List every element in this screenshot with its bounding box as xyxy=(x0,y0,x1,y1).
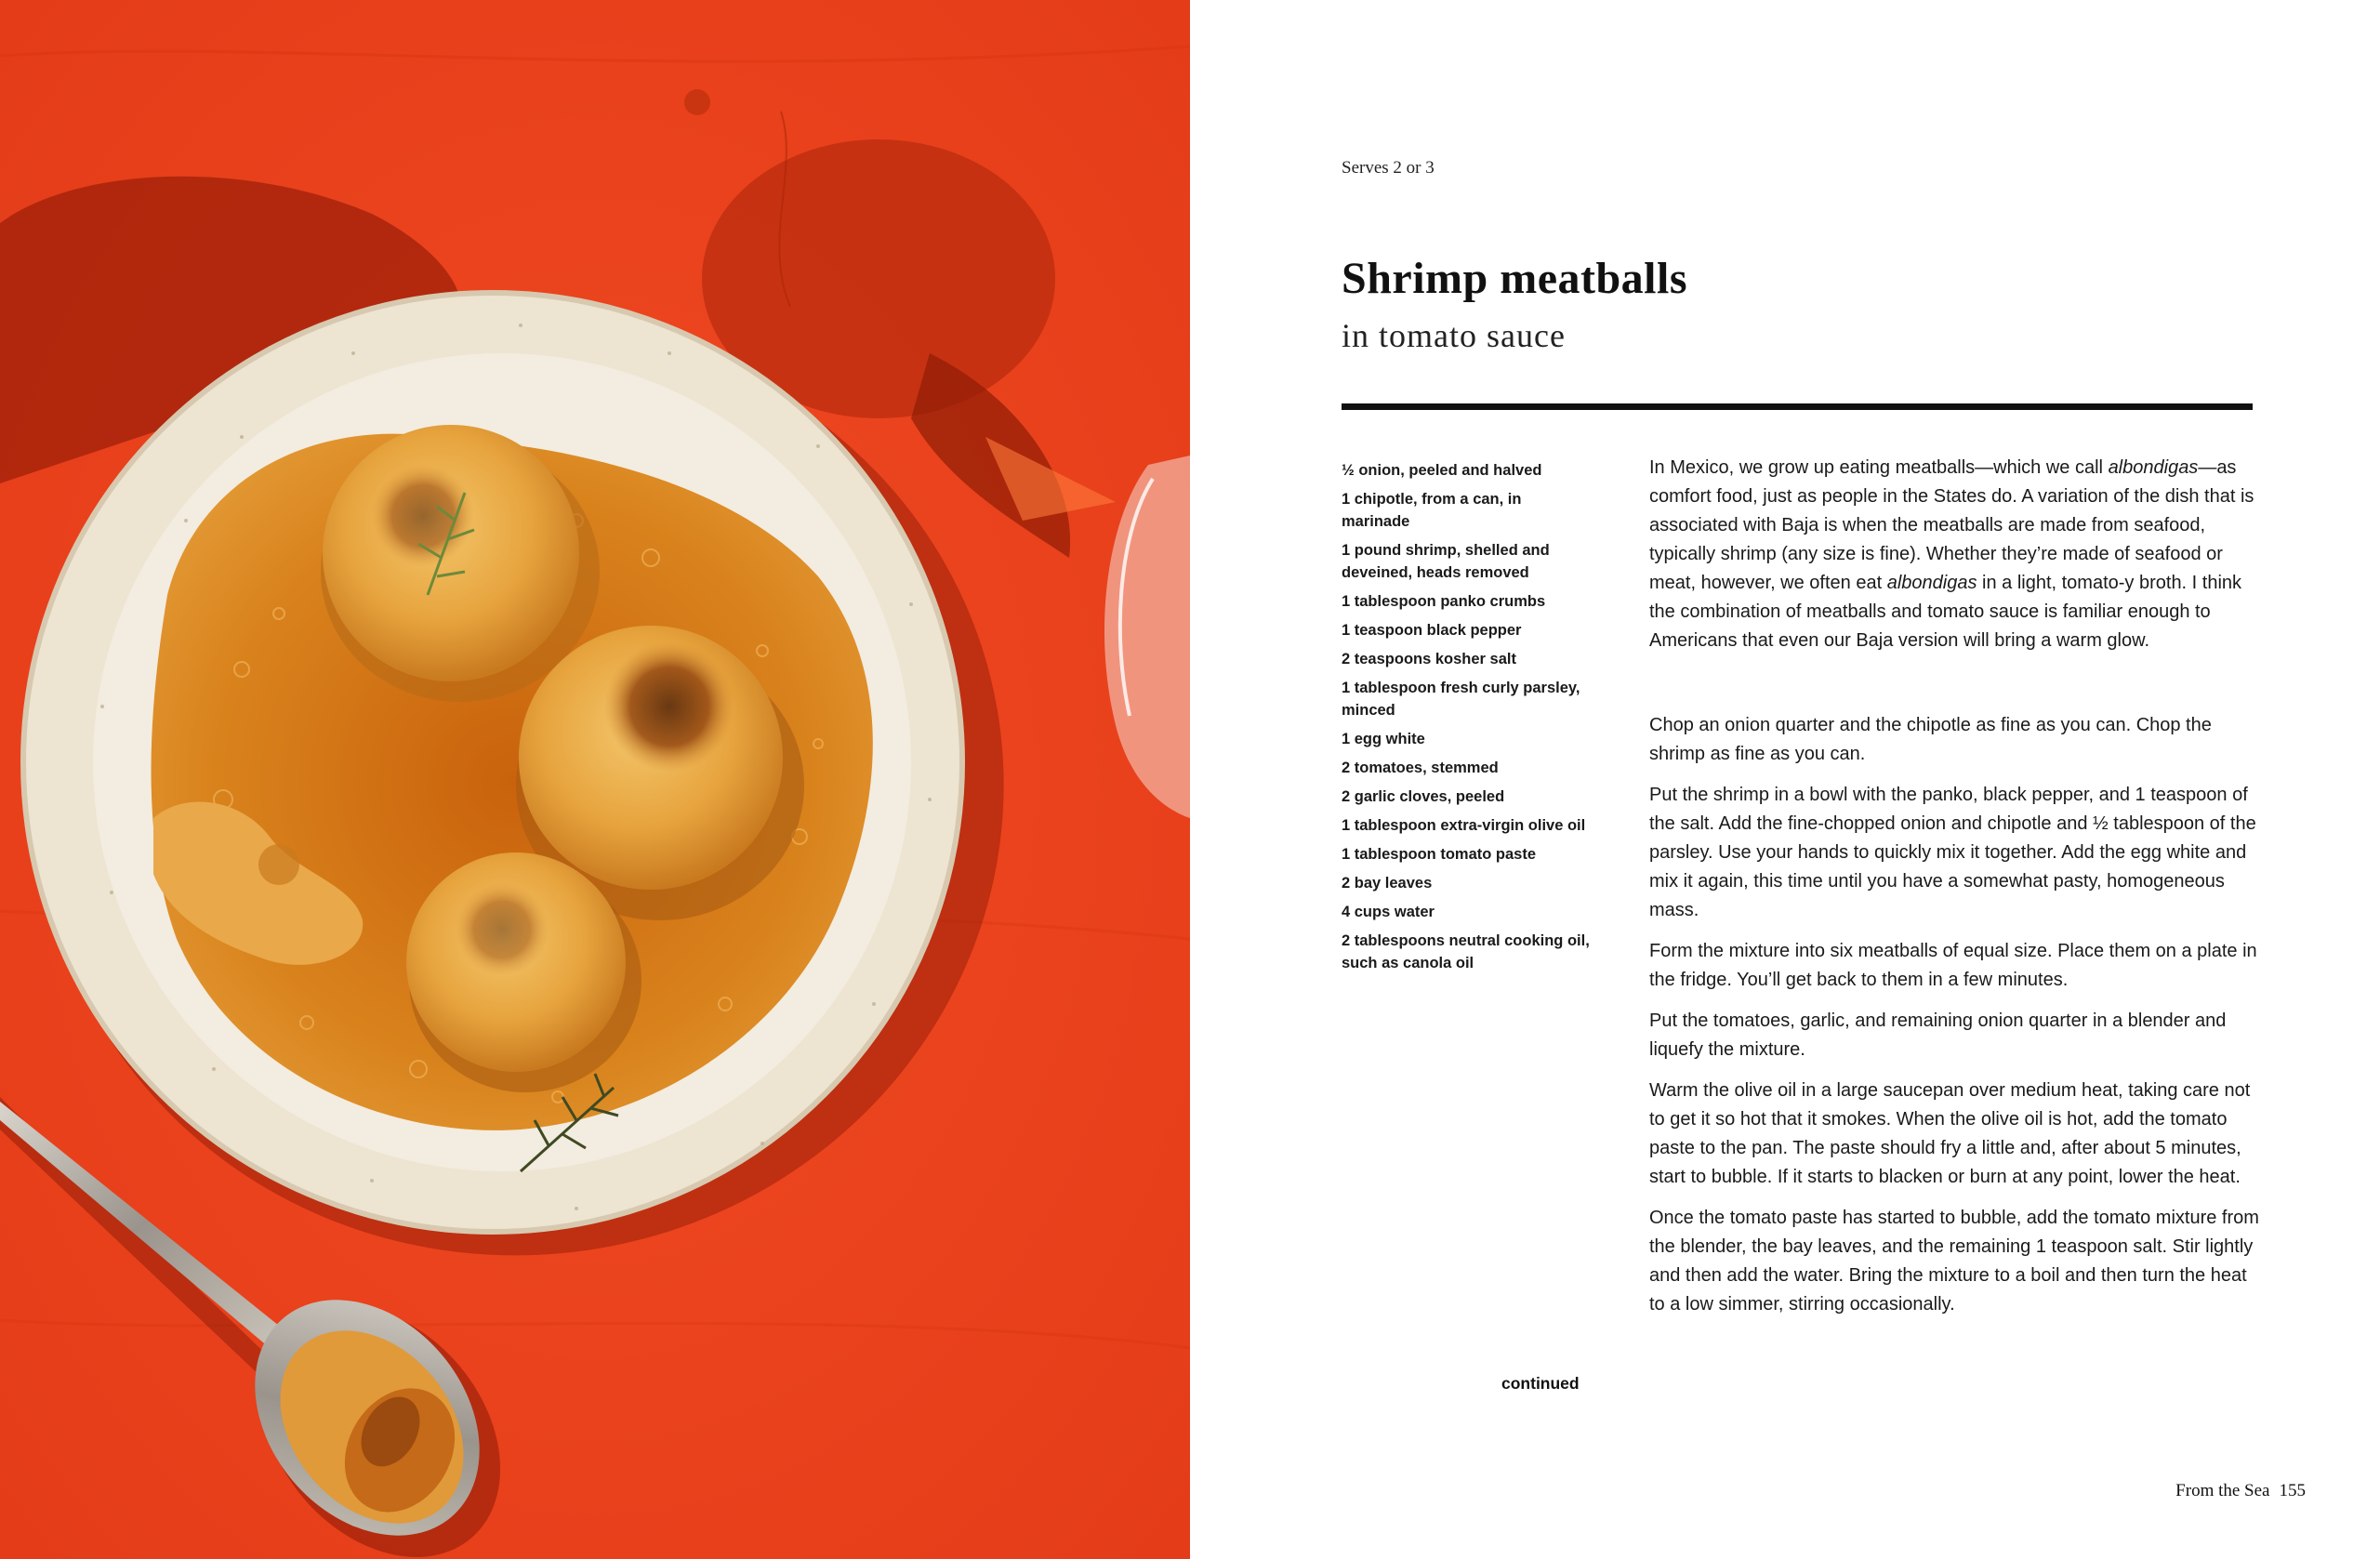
ingredient-item: 1 pound shrimp, shelled and deveined, heads removed xyxy=(1342,542,1550,581)
ingredient-item: 1 tablespoon extra-virgin olive oil xyxy=(1342,817,1586,834)
recipe-title: Shrimp meatballs xyxy=(1342,254,1688,303)
recipe-subtitle: in tomato sauce xyxy=(1342,317,1566,354)
intro-text: in a light, tomato-y broth. I think the combination of meatballs and tomato sauce is familiar enough to Americans that even our Baja version will bring a warm glow. xyxy=(1649,573,2242,651)
recipe-page xyxy=(1190,0,2380,1559)
serves-label: Serves 2 or 3 xyxy=(1342,158,1435,178)
ingredient-item: 2 tablespoons neutral cooking oil, such as canola oil xyxy=(1342,932,1590,971)
page-footer xyxy=(2166,1481,2306,1501)
ingredient-item: 1 egg white xyxy=(1342,731,1425,747)
ingredient-item: 2 teaspoons kosher salt xyxy=(1342,651,1516,667)
method-text xyxy=(1649,454,2263,1331)
step-paragraph: Put the shrimp in a bowl with the panko, black pepper, and 1 teaspoon of the salt. Add the fine-chopped onion and chipotle and ½ tablespoon of the parsley. Use your hands to quickly mix it together. Add the egg white and mix it again, this time until you have a somewhat pasty, homogeneous mass. xyxy=(1649,785,2256,920)
ingredients-list xyxy=(1342,459,1593,981)
ingredient-item: 1 tablespoon panko crumbs xyxy=(1342,593,1546,610)
section-name: From the Sea xyxy=(2175,1481,2270,1500)
intro-emphasis: albondigas xyxy=(2108,457,2199,478)
title-rule xyxy=(1342,403,2253,410)
step-paragraph: Form the mixture into six meatballs of equal size. Place them on a plate in the fridge. You’ll get back to them in a few minutes. xyxy=(1649,941,2257,990)
step-paragraph: Once the tomato paste has started to bubble, add the tomato mixture from the blender, the bay leaves, and the remaining 1 teaspoon salt. Stir lightly and then add the water. Bring the mixture to a boil and then turn the heat to a low simmer, stirring occasionally. xyxy=(1649,1208,2259,1315)
continued-label: continued xyxy=(1501,1374,1580,1393)
ingredient-item: 1 tablespoon tomato paste xyxy=(1342,846,1537,863)
ingredient-item: 1 tablespoon fresh curly parsley, minced xyxy=(1342,680,1580,719)
intro-paragraph xyxy=(1649,454,2263,655)
page-number: 155 xyxy=(2279,1481,2306,1500)
intro-text: —as comfort food, just as people in the States do. A variation of the dish that is associated with Baja is when the meatballs are made from seafood, typically shrimp (any size is fine). Whether they’re made of seafood or meat, however, we often eat xyxy=(1649,457,2254,593)
ingredient-item: 2 bay leaves xyxy=(1342,875,1433,892)
intro-emphasis: albondigas xyxy=(1886,573,1977,593)
step-paragraph: Chop an onion quarter and the chipotle as fine as you can. Chop the shrimp as fine as you can. xyxy=(1649,715,2212,764)
ingredient-item: 1 chipotle, from a can, in marinade xyxy=(1342,491,1522,530)
step-paragraph: Warm the olive oil in a large saucepan over medium heat, taking care not to get it so hot that it smokes. When the olive oil is hot, add the tomato paste to the pan. The paste should fry a little and, after about 5 minutes, start to bubble. If it starts to blacken or burn at any point, lower the heat. xyxy=(1649,1080,2251,1187)
ingredient-item: 4 cups water xyxy=(1342,904,1435,920)
intro-text: In Mexico, we grow up eating meatballs—which we call xyxy=(1649,457,2109,478)
ingredient-item: 2 tomatoes, stemmed xyxy=(1342,760,1499,776)
ingredient-item: 2 garlic cloves, peeled xyxy=(1342,788,1505,805)
step-paragraph: Put the tomatoes, garlic, and remaining onion quarter in a blender and liquefy the mixture. xyxy=(1649,1011,2227,1060)
ingredient-item: 1 teaspoon black pepper xyxy=(1342,622,1522,639)
ingredient-item: ½ onion, peeled and halved xyxy=(1342,462,1542,479)
